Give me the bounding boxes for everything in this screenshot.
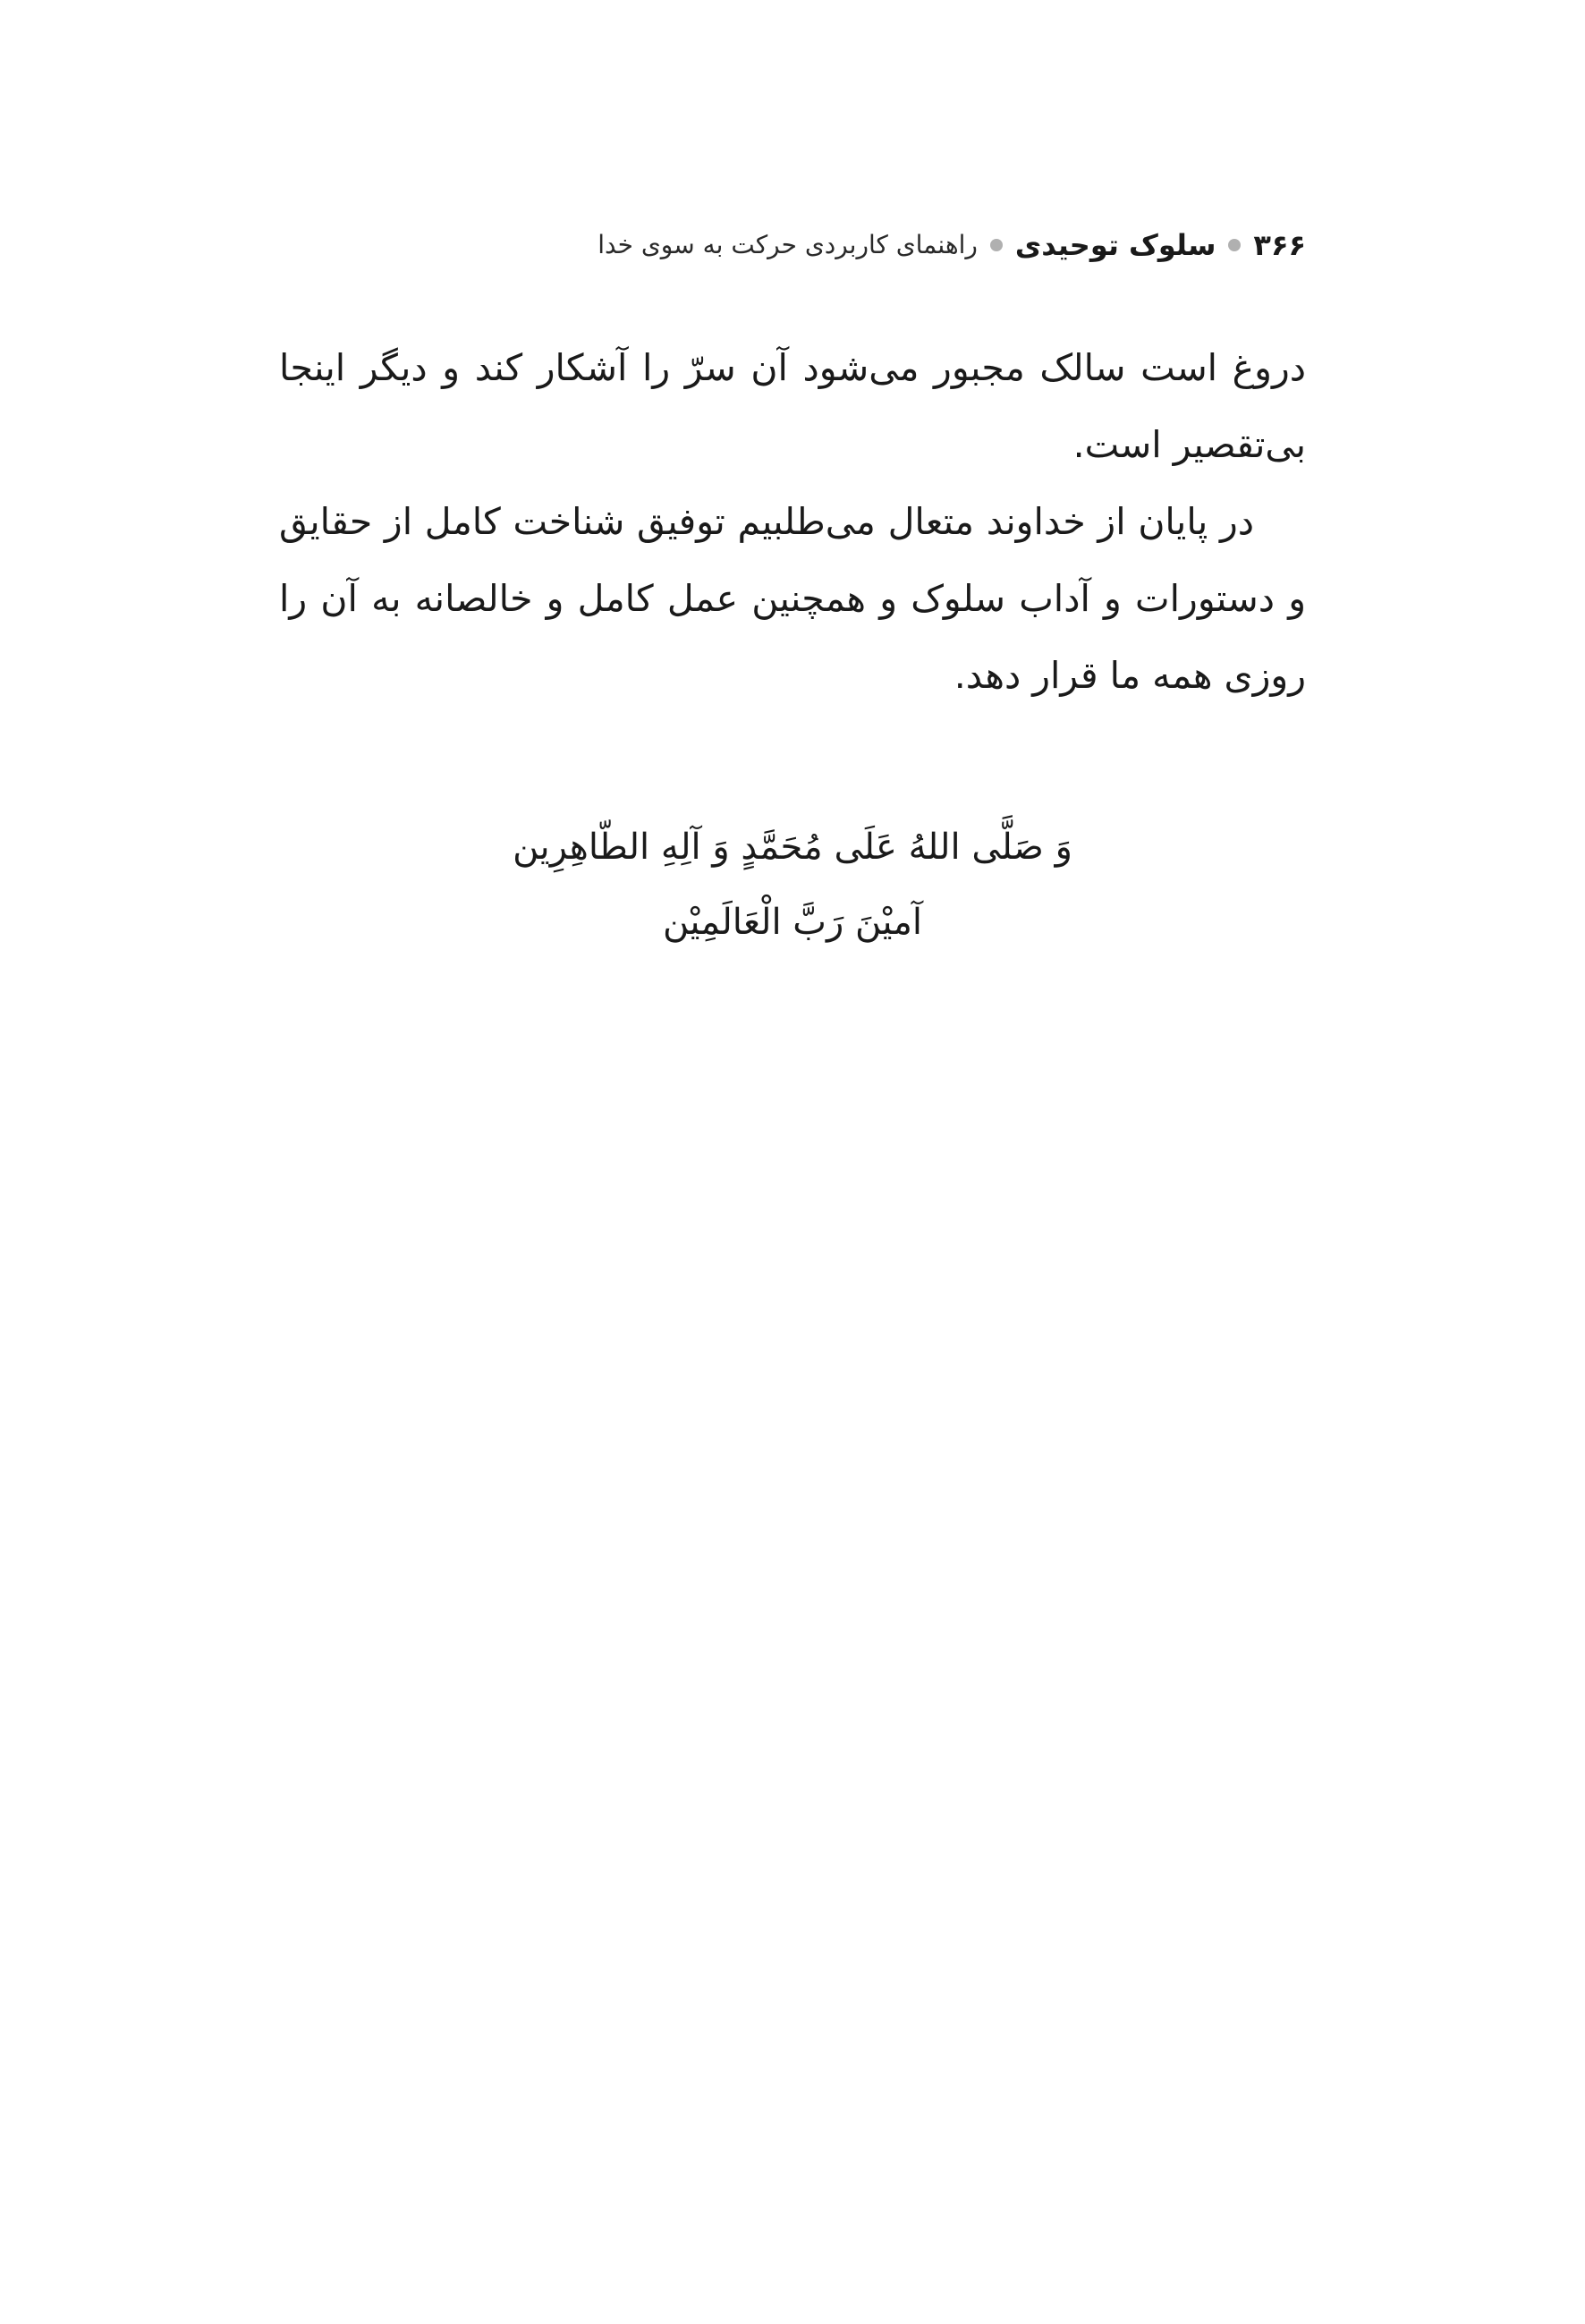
closing-prayer <box>279 810 1306 960</box>
body-text <box>279 329 1306 714</box>
running-header <box>279 225 1306 265</box>
closing-line: آمیْنَ رَبَّ الْعَالَمِیْن <box>662 902 923 943</box>
closing-line: وَ صَلَّی اللهُ عَلَی مُحَمَّدٍ وَ آلِهِ الطّاهِرِین <box>513 827 1072 868</box>
book-subtitle: راهنمای کاربردی حرکت به سوی خدا <box>598 230 978 259</box>
page-number: ۳۶۶ <box>1253 228 1306 262</box>
paragraph: دروغ است سالک مجبور می‌شود آن سرّ را آشکار کند و دیگر اینجا بی‌تقصیر است. <box>279 346 1306 466</box>
paragraph: در پایان از خداوند متعال می‌طلبیم توفیق شناخت کامل از حقایق و دستورات و آداب سلوک و همچنین عمل کامل و خالصانه به آن را روزی همه ما قرار دهد. <box>279 500 1306 697</box>
header-bullet-icon <box>1228 239 1241 251</box>
header-bullet-icon <box>990 239 1003 251</box>
book-title: سلوک توحیدی <box>1014 228 1216 262</box>
